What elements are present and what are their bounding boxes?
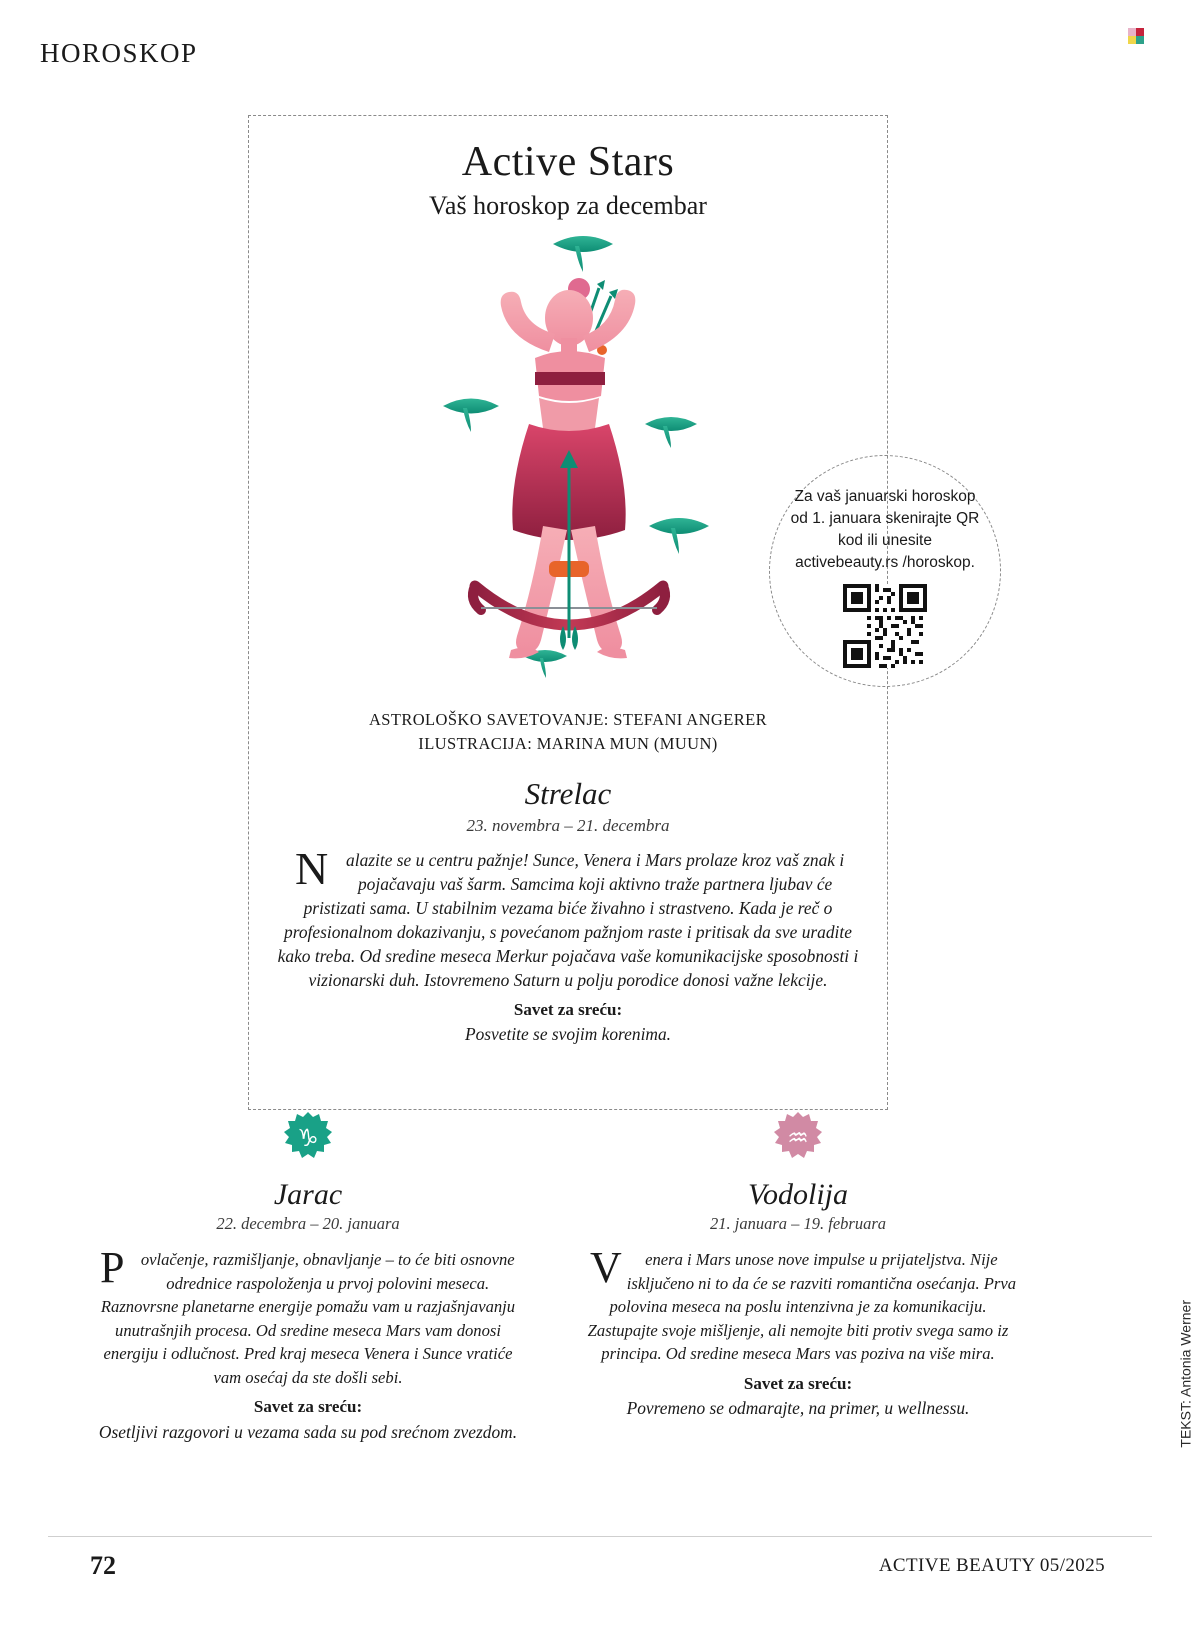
page-number: 72 — [90, 1551, 116, 1580]
sagittarius-archer-illustration — [403, 226, 733, 706]
footer-divider — [48, 1536, 1152, 1537]
qr-callout — [769, 455, 1001, 687]
featured-sign-dates: 23. novembra – 21. decembra — [466, 816, 670, 835]
tip-label: Savet za sreću: — [253, 1397, 363, 1417]
sign-name-aquarius: Vodolija — [747, 1178, 848, 1211]
credit-illustration: ILUSTRACIJA: MARINA MUN (MUUN) — [418, 733, 718, 753]
sign-body-capricorn — [78, 1243, 538, 1444]
featured-sign-paragraph: alazite se u centru pažnje! Sunce, Venera i Mars prolaze kroz vaš znak i pojačavaju vaš šarm. Samcima koji aktivno traže partnera ljubav će pristizati sama. U stabilnim vezama biće živahno i strastveno. Kada je reč o profesionalnom dokazivanju, s povećanom pažnjom raste i pritisak da sve uradite kako treba. Od sredine meseca Merkur pojačava vaše komunikacijske sposobnosti i vizionarski duh. Istovremeno Saturn u polju porodice donosi važne lekcije. — [277, 850, 859, 991]
featured-tip-text: Posvetite se svojim korenima. — [464, 1023, 672, 1044]
capricorn-symbol-icon — [280, 1110, 336, 1166]
qr-callout-text: Za vaš januarski horoskop od 1. januara skenirajte QR kod ili unesite activebeauty.rs /horoskop. — [790, 488, 980, 571]
sign-dates-aquarius: 21. januara – 19. februara — [709, 1214, 886, 1233]
sign-paragraph: enera i Mars unose nove impulse u prijateljstva. Nije isključeno ni to da će se razviti romantična osećanja. Prva polovina meseca na poslu intenzivna je za komunikaciju. Zastupajte svoje mišljenje, ali nemojte biti protiv svega samo iz principa. Od sredine meseca Mars vas poziva na više mira. — [587, 1250, 1017, 1364]
qr-code[interactable] — [843, 584, 927, 668]
featured-sign-body — [277, 843, 859, 1046]
text-credit: TEKST: Antonia Werner — [1178, 1300, 1194, 1448]
tip-text: Povremeno se odmarajte, na primer, u wellnessu. — [626, 1397, 970, 1418]
sign-column-aquarius — [568, 1110, 1028, 1421]
tip-text: Osetljivi razgovori u vezama sada su pod srećnom zvezdom. — [98, 1421, 518, 1442]
svg-text:♒: ♒ — [787, 1124, 809, 1152]
sign-body-aquarius — [568, 1243, 1028, 1421]
page-title: HOROSKOP — [40, 38, 198, 68]
hero-title: Active Stars — [461, 139, 675, 185]
hero-subtitle: Vaš horoskop za decembar — [429, 191, 707, 220]
credit-astrology: ASTROLOŠKO SAVETOVANJE: STEFANI ANGERER — [368, 710, 768, 729]
dropcap-letter: P — [100, 1243, 125, 1292]
featured-tip-label: Savet za sreću: — [513, 1000, 623, 1020]
print-registration-mark — [1128, 28, 1144, 44]
sign-column-capricorn — [78, 1110, 538, 1444]
svg-text:♑: ♑ — [297, 1124, 319, 1152]
sign-name-capricorn: Jarac — [273, 1178, 343, 1211]
footer-brand: ACTIVE BEAUTY 05/2025 — [878, 1555, 1105, 1576]
sign-paragraph: ovlačenje, razmišljanje, obnavljanje – to će biti osnovne odrednice raspoloženja u prvoj polovini meseca. Raznovrsne planetarne energije pomažu vam u razjašnjavanju unutrašnjih procesa. Od sredine meseca Mars vam donosi energiju i odlučnost. Pred kraj meseca Venera i Sunce vratiće vam osećaj da ste došli sebi. — [100, 1250, 516, 1387]
aquarius-symbol-icon — [770, 1110, 826, 1166]
sign-dates-capricorn: 22. decembra – 20. januara — [216, 1214, 400, 1233]
dropcap-letter: V — [590, 1243, 622, 1292]
featured-sign-name: Strelac — [524, 776, 612, 811]
credits-block — [249, 708, 887, 756]
dropcap-letter: N — [295, 843, 329, 894]
tip-label: Savet za sreću: — [743, 1373, 853, 1393]
